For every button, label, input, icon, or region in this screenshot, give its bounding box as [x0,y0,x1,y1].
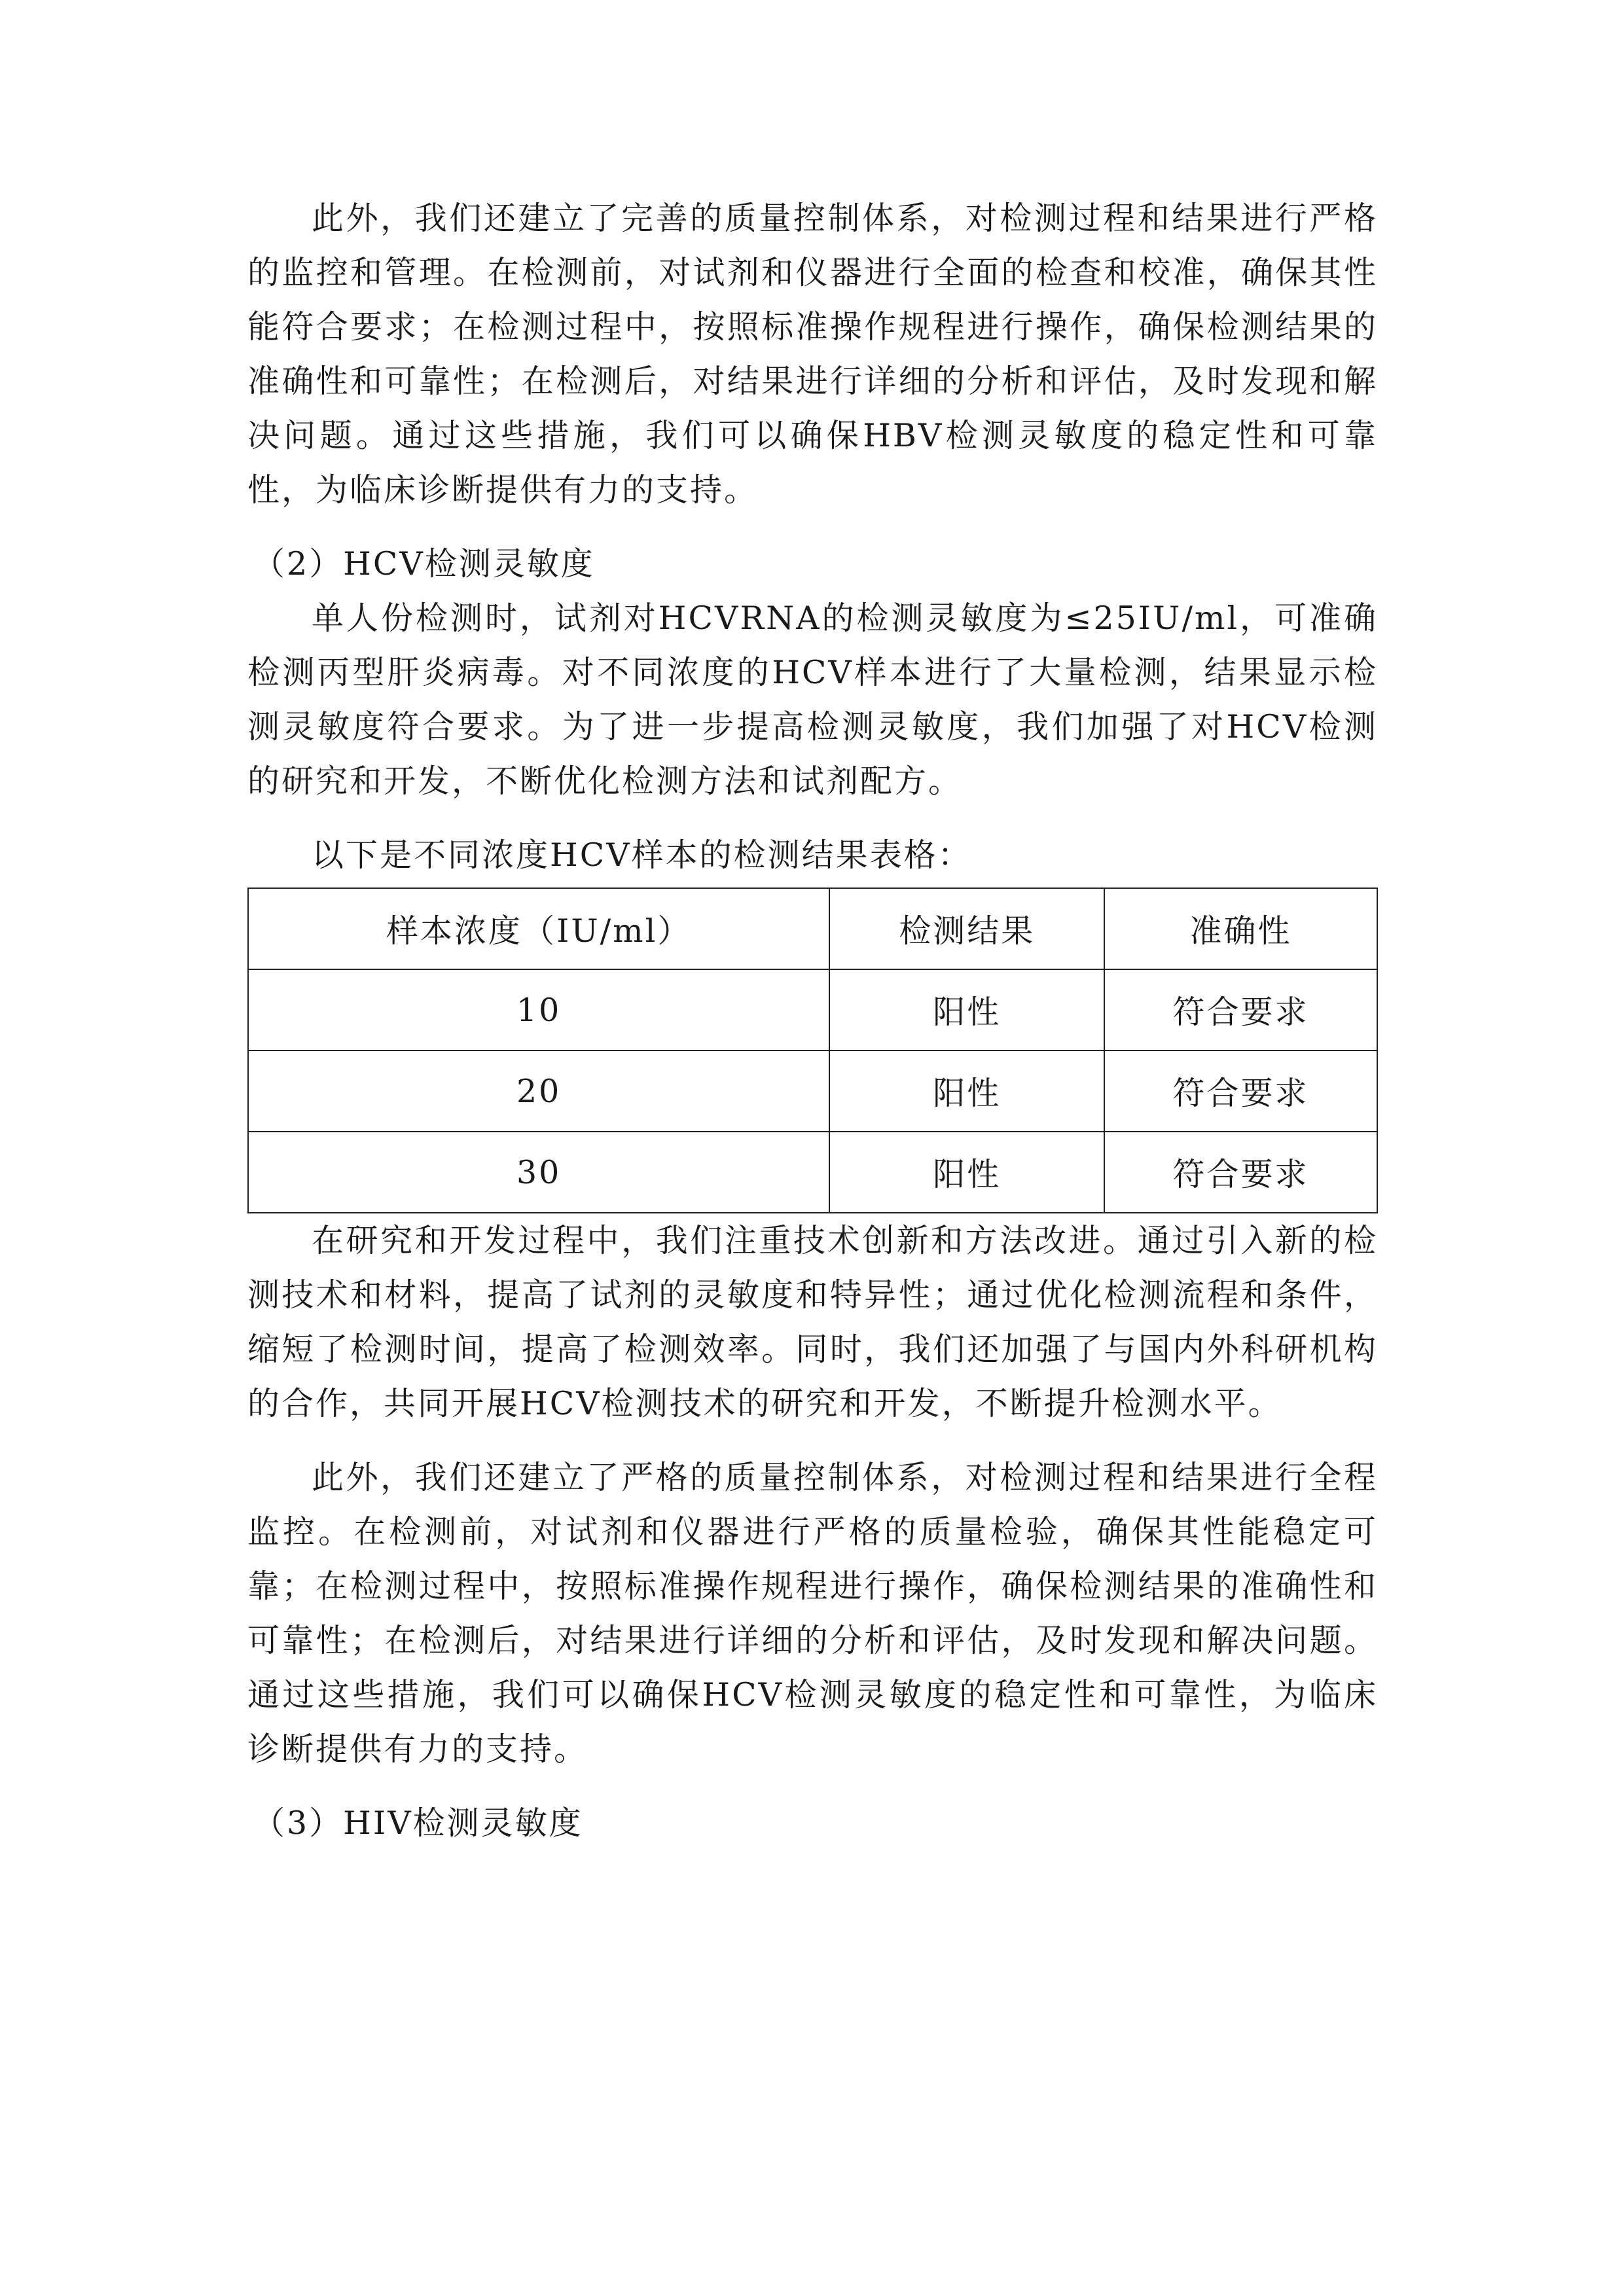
paragraph-hcv-quality-control: 此外，我们还建立了严格的质量控制体系，对检测过程和结果进行全程监控。在检测前，对试剂和仪器进行严格的质量检验，确保其性能稳定可靠；在检测过程中，按照标准操作规程进行操作，确保检测结果的准确性和可靠性；在检测后，对结果进行详细的分析和评估，及时发现和解决问题。通过这些措施，我们可以确保HCV检测灵敏度的稳定性和可靠性，为临床诊断提供有力的支持。 [247,1459,1378,1768]
cell-accuracy: 符合要求 [1104,969,1377,1050]
cell-concentration: 20 [248,1050,829,1132]
document-page [247,191,1378,1850]
cell-accuracy: 符合要求 [1104,1132,1377,1213]
cell-result: 阳性 [829,969,1104,1050]
table-row [248,1132,1377,1213]
header-accuracy: 准确性 [1104,888,1377,969]
paragraph-table-intro: 以下是不同浓度HCV样本的检测结果表格： [312,836,972,874]
header-test-result: 检测结果 [829,888,1104,969]
paragraph-hbv-quality-control: 此外，我们还建立了完善的质量控制体系，对检测过程和结果进行严格的监控和管理。在检测前，对试剂和仪器进行全面的检查和校准，确保其性能符合要求；在检测过程中，按照标准操作规程进行操作，确保检测结果的准确性和可靠性；在检测后，对结果进行详细的分析和评估，及时发现和解决问题。通过这些措施，我们可以确保HBV检测灵敏度的稳定性和可靠性，为临床诊断提供有力的支持。 [247,200,1378,509]
paragraph-hcv-research: 在研究和开发过程中，我们注重技术创新和方法改进。通过引入新的检测技术和材料，提高了试剂的灵敏度和特异性；通过优化检测流程和条件，缩短了检测时间，提高了检测效率。同时，我们还加强了与国内外科研机构的合作，共同开展HCV检测技术的研究和开发，不断提升检测水平。 [247,1222,1378,1422]
cell-concentration: 30 [248,1132,829,1213]
cell-concentration: 10 [248,969,829,1050]
cell-result: 阳性 [829,1132,1104,1213]
cell-accuracy: 符合要求 [1104,1050,1377,1132]
table-row [248,1050,1377,1132]
paragraph-hcv-sensitivity: 单人份检测时，试剂对HCVRNA的检测灵敏度为≤25IU/ml，可准确检测丙型肝炎病毒。对不同浓度的HCV样本进行了大量检测，结果显示检测灵敏度符合要求。为了进一步提高检测灵敏度，我们加强了对HCV检测的研究和开发，不断优化检测方法和试剂配方。 [247,600,1378,800]
table-header-row [248,888,1377,969]
header-sample-concentration: 样本浓度（IU/ml） [248,888,829,969]
cell-result: 阳性 [829,1050,1104,1132]
section-heading-hcv: （2）HCV检测灵敏度 [253,545,595,583]
hcv-results-table [247,888,1378,1213]
section-heading-hiv: （3）HIV检测灵敏度 [253,1804,583,1842]
table-row [248,969,1377,1050]
